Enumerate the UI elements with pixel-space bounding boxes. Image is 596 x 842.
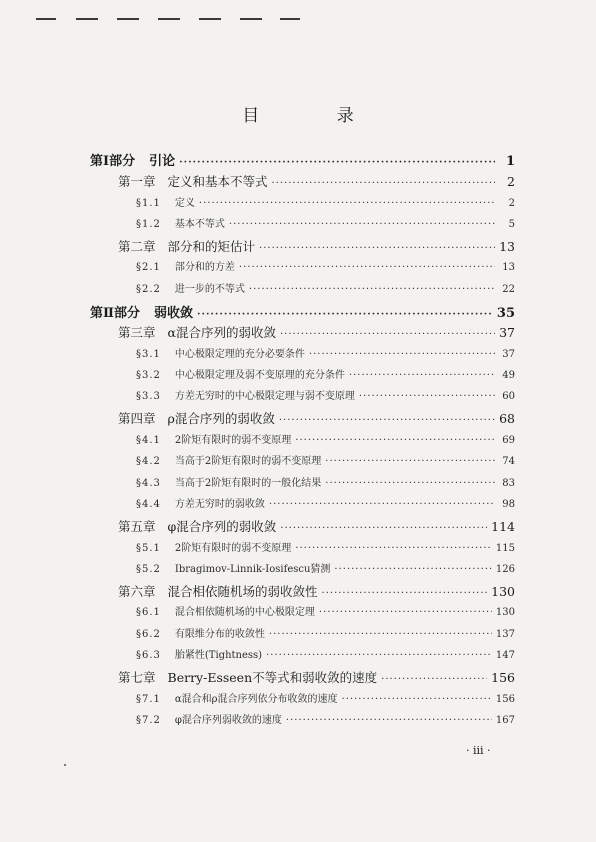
toc-leader-dots xyxy=(349,370,495,381)
toc-entry-title: Ibragimov-Linnik-Iosifescu猜测 xyxy=(174,564,331,575)
toc-entry-number: 第Ⅰ部分 xyxy=(90,154,136,169)
toc-entry-number: §6.2 xyxy=(136,629,161,640)
toc-entry-title: 部分和的矩估计 xyxy=(167,239,256,254)
toc-entry-page: 114 xyxy=(491,519,515,534)
toc-entry-title: 定义和基本不等式 xyxy=(167,174,268,189)
toc-entry-page: 2 xyxy=(507,174,515,189)
top-rule-dash xyxy=(36,18,56,20)
toc-entry-part xyxy=(90,150,515,169)
toc-leader-dots xyxy=(319,607,492,618)
toc-leader-dots xyxy=(266,650,492,661)
toc-entry-page: 37 xyxy=(499,325,515,340)
toc-entry-number: §1.2 xyxy=(136,219,161,230)
toc-entry-sec xyxy=(136,646,515,661)
toc-leader-dots xyxy=(239,262,495,273)
toc-entry-title: 混合相依随机场的中心极限定理 xyxy=(174,607,315,618)
toc-leader-dots xyxy=(280,523,487,534)
toc-entry-number: §3.2 xyxy=(136,370,161,381)
toc-entry-page: 22 xyxy=(502,284,515,295)
toc-entry-sec xyxy=(136,452,515,467)
toc-leader-dots xyxy=(381,674,487,685)
toc-entry-sec xyxy=(136,280,515,295)
toc-entry-sec xyxy=(136,603,515,618)
toc-leader-dots xyxy=(199,198,495,209)
toc-entry-number: 第四章 xyxy=(118,411,156,426)
toc-leader-dots xyxy=(334,564,492,575)
toc-entry-sec xyxy=(136,625,515,640)
toc-entry-page: 60 xyxy=(502,391,515,402)
toc-entry-sec xyxy=(136,495,515,510)
toc-entry-title: 方差无穷时的弱收敛 xyxy=(174,499,265,510)
toc-entry-sec xyxy=(136,366,515,381)
toc-entry-number: §1.1 xyxy=(136,198,161,209)
toc-leader-dots xyxy=(279,415,495,426)
toc-entry-title: 混合相依随机场的弱收敛性 xyxy=(167,584,318,599)
toc-leader-dots xyxy=(359,391,495,402)
toc-entry-title: 弱收敛 xyxy=(153,306,193,321)
toc-leader-dots xyxy=(259,243,495,254)
toc-entry-chap xyxy=(118,323,515,341)
toc-entry-page: 74 xyxy=(502,456,515,467)
toc-entry-page: 156 xyxy=(495,694,515,705)
toc-leader-dots xyxy=(309,349,495,360)
toc-entry-number: §4.4 xyxy=(136,499,161,510)
toc-entry-title: φ混合序列的弱收敛 xyxy=(167,519,277,534)
toc-entry-number: 第五章 xyxy=(118,519,156,534)
toc-entry-number: 第三章 xyxy=(118,325,156,340)
toc-entry-number: §4.1 xyxy=(136,435,161,446)
toc-entry-page: 69 xyxy=(502,435,515,446)
top-rule-dash xyxy=(240,18,262,20)
top-rule-dash xyxy=(280,18,300,20)
toc-entry-title: 部分和的方差 xyxy=(174,262,235,273)
toc-entry-chap xyxy=(118,582,515,600)
toc-entry-title: α混合和ρ混合序列依分布收敛的速度 xyxy=(174,694,338,705)
page-title: 目 录 xyxy=(242,106,390,126)
toc-leader-dots xyxy=(295,435,495,446)
top-rule-dash xyxy=(199,18,221,20)
toc-entry-page: 5 xyxy=(508,219,515,230)
top-rule-dash xyxy=(117,18,139,20)
toc-entry-number: §4.3 xyxy=(136,478,161,489)
toc-entry-title: 方差无穷时的中心极限定理与弱不变原理 xyxy=(174,391,355,402)
toc-entry-page: 2 xyxy=(508,198,515,209)
toc-entry-title: 定义 xyxy=(174,198,195,209)
toc-entry-title: 中心极限定理的充分必要条件 xyxy=(174,349,305,360)
toc-entry-title: Berry-Esseen不等式和弱收敛的速度 xyxy=(167,670,378,685)
toc-entry-sec xyxy=(136,560,515,575)
scan-speck xyxy=(64,764,66,766)
toc-entry-page: 13 xyxy=(502,262,515,273)
toc-entry-page: 147 xyxy=(495,650,515,661)
toc-entry-chap xyxy=(118,668,515,686)
toc-entry-page: 98 xyxy=(502,499,515,510)
toc-entry-number: §3.1 xyxy=(136,349,161,360)
toc-leader-dots xyxy=(286,715,492,726)
toc-entry-page: 83 xyxy=(502,478,515,489)
toc-entry-chap xyxy=(118,517,515,535)
toc-entry-title: 中心极限定理及弱不变原理的充分条件 xyxy=(174,370,345,381)
toc-entry-page: 130 xyxy=(491,584,515,599)
toc-entry-page: 156 xyxy=(491,670,515,685)
page-number: · iii · xyxy=(466,744,491,757)
toc-entry-number: §4.2 xyxy=(136,456,161,467)
toc-entry-page: 49 xyxy=(502,370,515,381)
toc-leader-dots xyxy=(322,588,488,599)
toc-entry-sec xyxy=(136,474,515,489)
toc-entry-title: φ混合序列弱收敛的速度 xyxy=(174,715,282,726)
top-rule-dash xyxy=(158,18,180,20)
toc-entry-title: 有限维分布的收敛性 xyxy=(174,629,265,640)
toc-entry-title: 引论 xyxy=(149,154,176,169)
toc-entry-sec xyxy=(136,215,515,230)
toc-entry-title: 2阶矩有限时的弱不变原理 xyxy=(174,543,292,554)
top-rule-dash xyxy=(76,18,98,20)
toc-leader-dots xyxy=(269,499,495,510)
toc-leader-dots xyxy=(325,456,495,467)
toc-entry-title: 当高于2阶矩有限时的弱不变原理 xyxy=(174,456,322,467)
toc-entry-chap xyxy=(118,172,515,190)
toc-leader-dots xyxy=(269,629,492,640)
toc-entry-part xyxy=(90,302,515,321)
toc-leader-dots xyxy=(229,219,495,230)
toc-entry-sec xyxy=(136,431,515,446)
toc-entry-number: §6.1 xyxy=(136,607,161,618)
toc-entry-title: 进一步的不等式 xyxy=(174,284,245,295)
toc-entry-page: 126 xyxy=(495,564,515,575)
toc-entry-title: α混合序列的弱收敛 xyxy=(167,325,276,340)
toc-entry-sec xyxy=(136,194,515,209)
toc-leader-dots xyxy=(325,478,495,489)
toc-entry-chap xyxy=(118,409,515,427)
toc-entry-sec xyxy=(136,539,515,554)
toc-entry-title: 胎紧性(Tightness) xyxy=(174,650,263,661)
toc-leader-dots xyxy=(295,543,492,554)
toc-entry-number: 第六章 xyxy=(118,584,156,599)
toc-entry-page: 37 xyxy=(502,349,515,360)
toc-entry-title: 基本不等式 xyxy=(174,219,225,230)
toc-entry-title: ρ混合序列的弱收敛 xyxy=(167,411,275,426)
toc-entry-page: 68 xyxy=(499,411,515,426)
toc-entry-number: §2.2 xyxy=(136,284,161,295)
toc-entry-title: 当高于2阶矩有限时的一般化结果 xyxy=(174,478,322,489)
toc-entry-number: §5.1 xyxy=(136,543,161,554)
toc-entry-number: §7.1 xyxy=(136,694,161,705)
toc-leader-dots xyxy=(280,329,495,340)
toc-entry-page: 35 xyxy=(496,306,515,321)
toc-entry-number: 第一章 xyxy=(118,174,156,189)
toc-entry-sec xyxy=(136,387,515,402)
toc-entry-chap xyxy=(118,237,515,255)
toc-entry-number: §6.3 xyxy=(136,650,161,661)
toc-entry-number: §7.2 xyxy=(136,715,161,726)
toc-entry-number: §5.2 xyxy=(136,564,161,575)
toc-entry-number: 第二章 xyxy=(118,239,156,254)
toc-leader-dots xyxy=(342,694,492,705)
toc-entry-number: §2.1 xyxy=(136,262,161,273)
toc-entry-sec xyxy=(136,690,515,705)
toc-entry-title: 2阶矩有限时的弱不变原理 xyxy=(174,435,292,446)
toc-leader-dots xyxy=(179,157,495,168)
toc-entry-page: 137 xyxy=(495,629,515,640)
toc-entry-number: §3.3 xyxy=(136,391,161,402)
toc-entry-number: 第Ⅱ部分 xyxy=(90,306,140,321)
toc-entry-page: 1 xyxy=(505,154,515,169)
toc-leader-dots xyxy=(197,309,493,320)
toc-entry-page: 13 xyxy=(499,239,515,254)
toc-entry-number: 第七章 xyxy=(118,670,156,685)
toc-entry-page: 167 xyxy=(495,715,515,726)
toc-entry-sec xyxy=(136,345,515,360)
toc-entry-page: 115 xyxy=(495,543,515,554)
toc-leader-dots xyxy=(249,284,495,295)
toc-entry-page: 130 xyxy=(495,607,515,618)
toc-leader-dots xyxy=(272,178,495,189)
toc-entry-sec xyxy=(136,258,515,273)
toc-entry-sec xyxy=(136,711,515,726)
